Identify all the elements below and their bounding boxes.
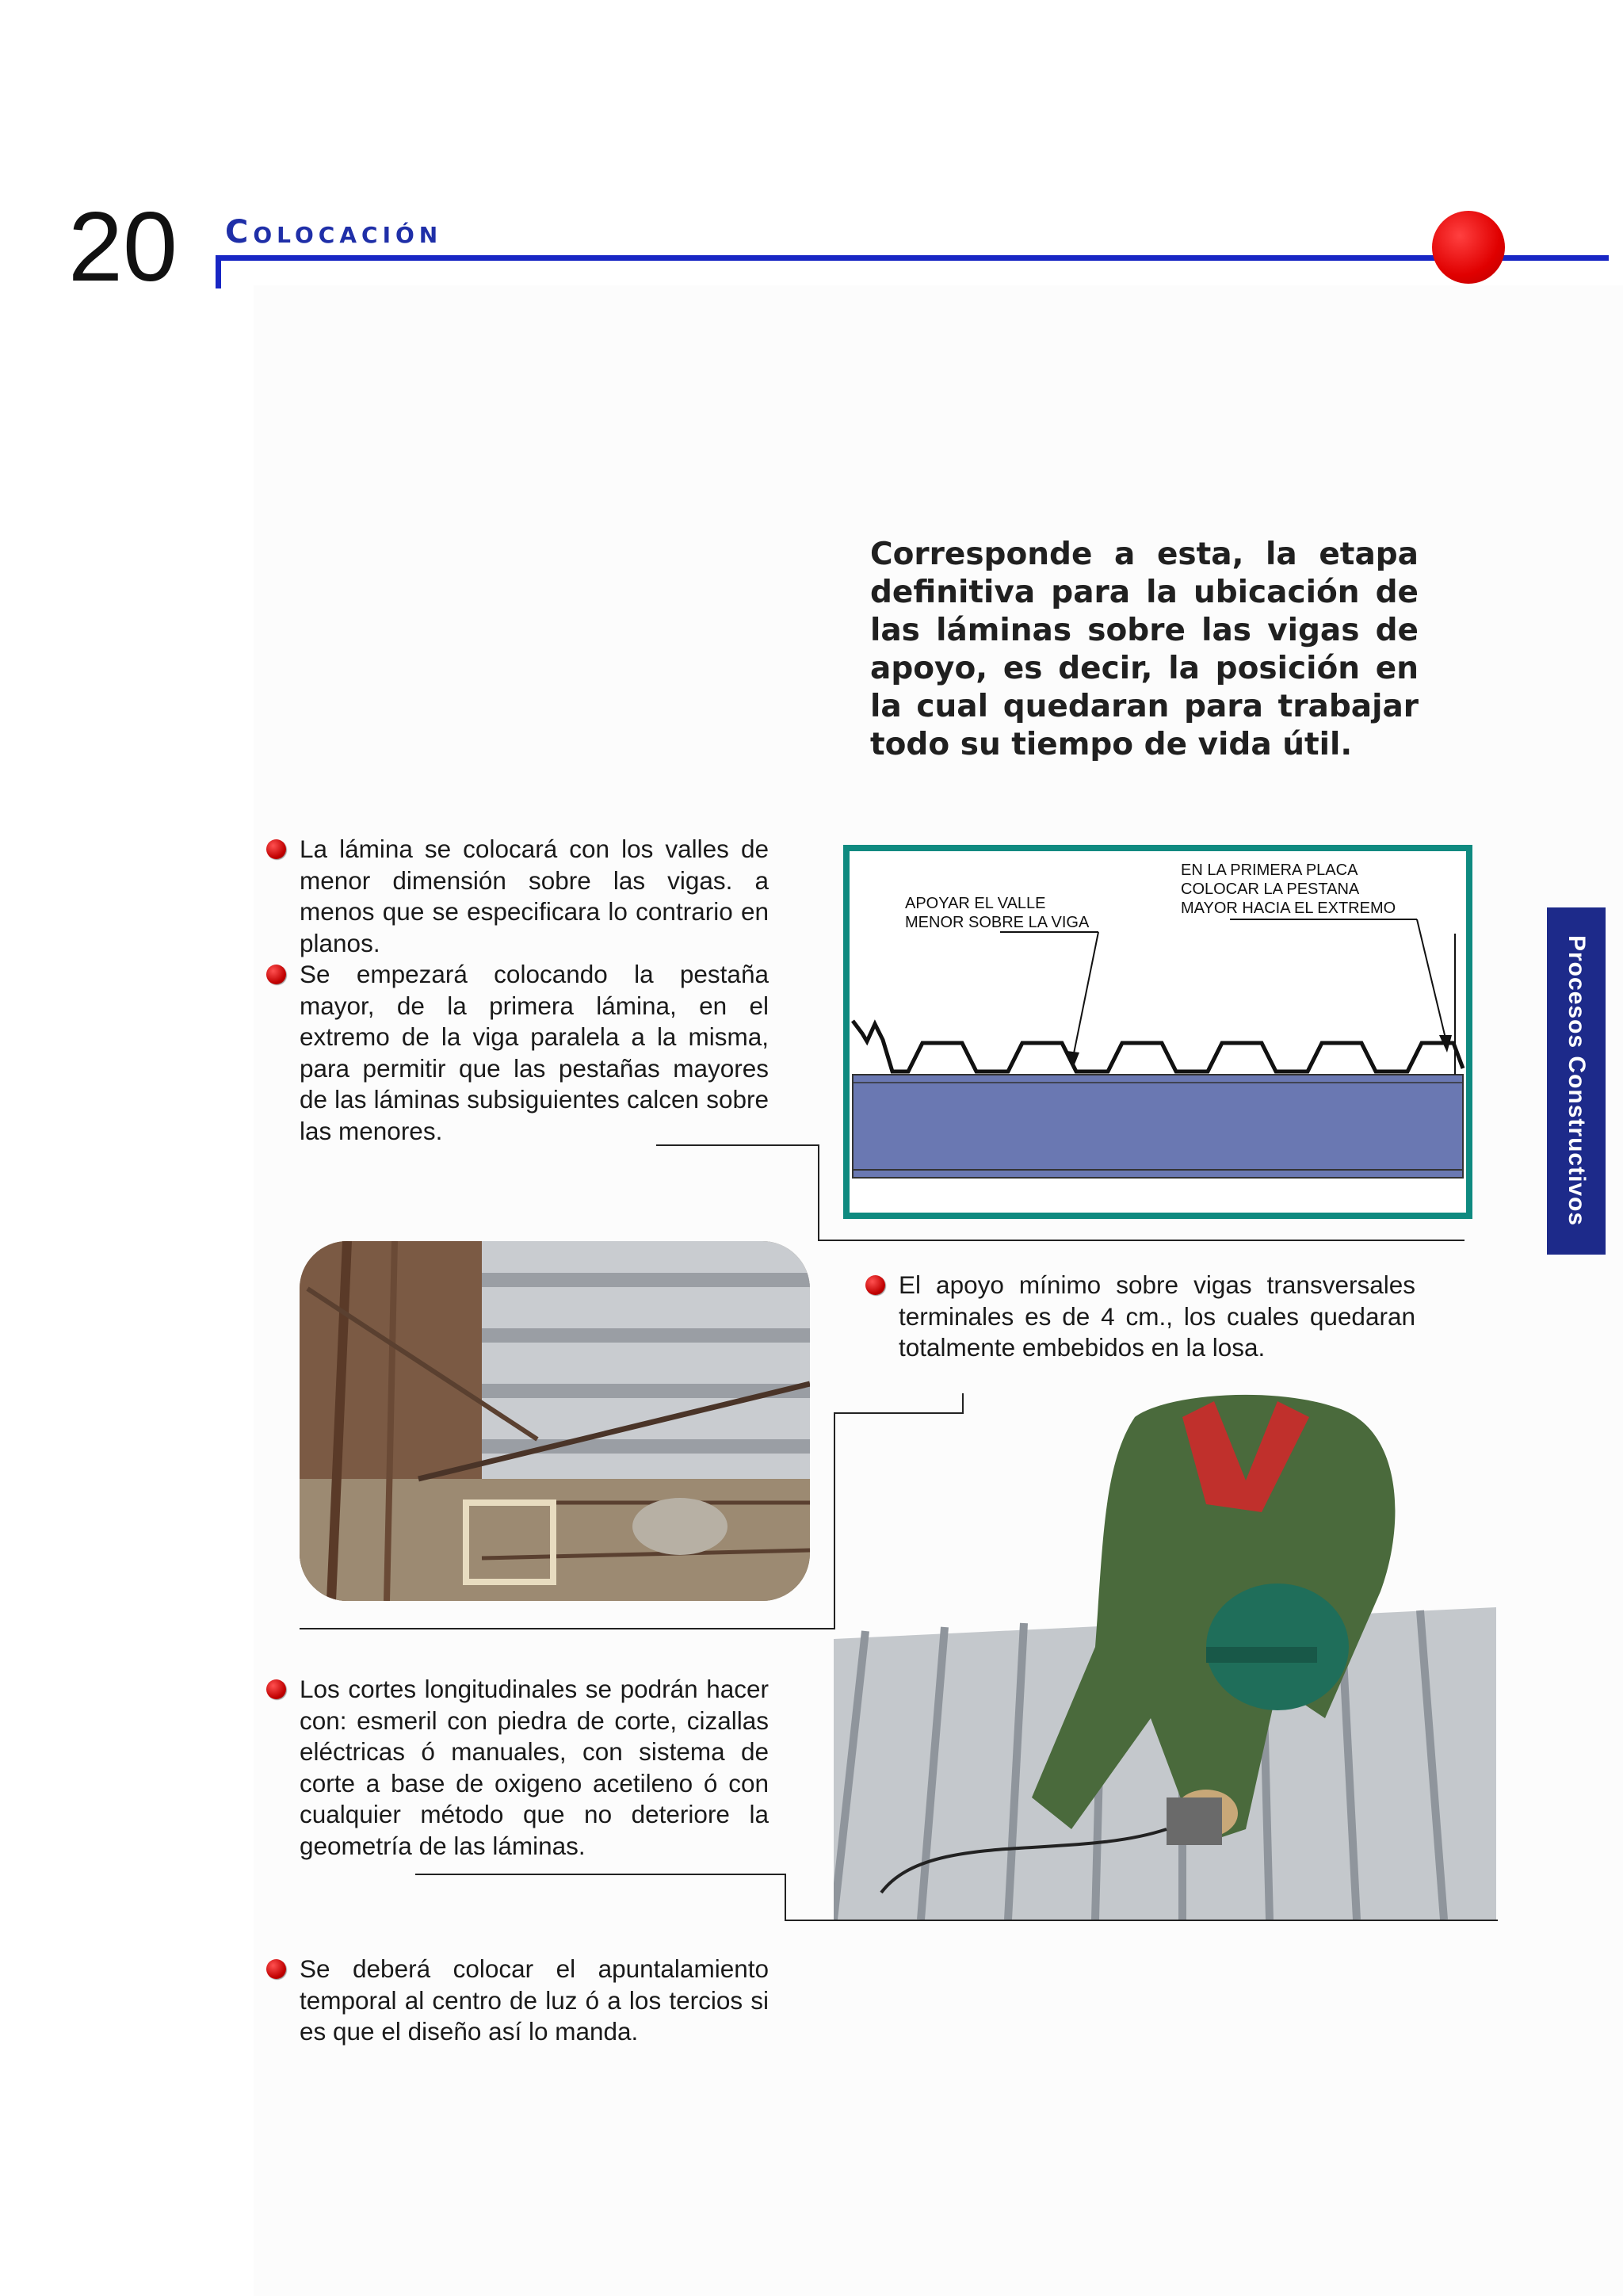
diagram-label-right-3: MAYOR HACIA EL EXTREMO: [1181, 900, 1396, 917]
leader-line: [818, 1144, 819, 1241]
bullet-group-placement: [300, 834, 769, 1147]
red-dot-icon: [1432, 211, 1505, 284]
diagram-label-right-2: COLOCAR LA PESTANA: [1181, 881, 1360, 898]
section-title: Colocación: [225, 214, 443, 250]
bullet-item: [300, 1674, 769, 1862]
bullet-text: Los cortes longitudinales se podrán hacer con: esmeril con piedra de corte, cizallas eléctricas ó manuales, con sistema de corte a base de oxigeno acetileno ó con cualquier método que no deteriore la geometría de las láminas.: [300, 1675, 769, 1860]
header-rule-tick: [216, 255, 221, 288]
rebar-deck-photo: [300, 1241, 810, 1601]
leader-line: [785, 1874, 786, 1921]
bullet-group-support: [899, 1270, 1415, 1364]
bullet-item: [899, 1270, 1415, 1364]
header-rule: [216, 255, 1609, 261]
diagram-label-left-1: APOYAR EL VALLE: [905, 895, 1046, 912]
leader-line: [300, 1628, 835, 1629]
bullet-icon: [266, 965, 286, 984]
bullet-icon: [266, 1959, 286, 1979]
diagram-label-right-1: EN LA PRIMERA PLACA: [1181, 861, 1358, 879]
side-tab: [1547, 907, 1606, 1255]
bullet-icon: [865, 1275, 885, 1295]
bullet-item: [300, 834, 769, 959]
bullet-group-shoring: [300, 1954, 769, 2048]
bullet-text: La lámina se colocará con los valles de menor dimensión sobre las vigas. a menos que se especificara lo contrario en planos.: [300, 835, 769, 957]
leader-line: [785, 1920, 1498, 1921]
leader-line: [818, 1240, 1465, 1241]
bullet-item: [300, 959, 769, 1147]
beam: [853, 1075, 1463, 1178]
worker-cutting-photo: [834, 1385, 1496, 1920]
side-tab-label: Procesos Constructivos: [1564, 935, 1590, 1227]
bullet-text: Se empezará colocando la pestaña mayor, de la primera lámina, en el extremo de la viga paralela a la misma, para permitir que las pestañas mayores de las láminas subsiguientes calcen sobre las menores.: [300, 960, 769, 1145]
page-number: 20: [68, 193, 178, 302]
leader-line: [656, 1144, 819, 1146]
bullet-item: [300, 1954, 769, 2048]
leader-line: [415, 1874, 786, 1875]
sheet-on-beam-diagram: [843, 845, 1472, 1219]
diagram-label-left-2: MENOR SOBRE LA VIGA: [905, 914, 1090, 931]
intro-paragraph: Corresponde a esta, la etapa definitiva para la ubicación de las láminas sobre las vigas de apoyo, es decir, la posición en la cual quedaran para trabajar todo su tiempo de vida útil.: [870, 537, 1419, 762]
bullet-group-cutting: [300, 1674, 769, 1862]
bullet-text: El apoyo mínimo sobre vigas transversales terminales es de 4 cm., los cuales quedaran totalmente embebidos en la losa.: [899, 1270, 1415, 1362]
bullet-icon: [266, 1679, 286, 1699]
bullet-icon: [266, 839, 286, 859]
bullet-text: Se deberá colocar el apuntalamiento temporal al centro de luz ó a los tercios si es que el diseño así lo manda.: [300, 1954, 769, 2046]
